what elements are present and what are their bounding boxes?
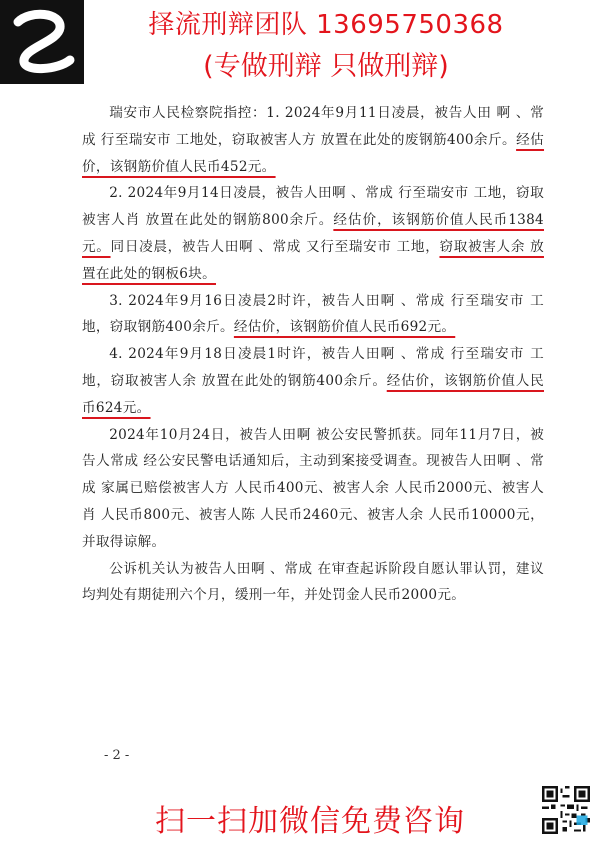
paragraph-2: 2. 2024年9月14日凌晨，被告人田啊 、常成 行至瑞安市 工地，窃取被害人肖 放置在此处的钢筋800余斤。经估价，该钢筋价值人民币1384元。同日凌晨，被告人田啊 、常成 又行至瑞安市 工地，窃取被害人余 放置在此处的钢板6块。 <box>82 185 544 282</box>
logo-icon <box>0 0 84 84</box>
wechat-cta: 扫一扫加微信免费咨询 <box>155 804 465 839</box>
paragraph-5: 2024年10月24日，被告人田啊 被公安民警抓获。同年11月7日，被告人常成 经公安民警电话通知后，主动到案接受调查。现被告人田啊 、常成 家属已赔偿被害人方 人民币400元、被害人余 人民币2000元、被害人肖 人民币800元、被害人陈 人民币2460元、被害人余 人民币10000元，并取得谅解。 <box>82 426 544 550</box>
paragraph-3: 3. 2024年9月16日凌晨2时许，被告人田啊 、常成 行至瑞安市 工地，窃取钢筋400余斤。经估价，该钢筋价值人民币692元。 <box>82 292 544 336</box>
highlight-valuation-2: 经估价，该钢筋价值人民币1384元。 <box>82 212 544 255</box>
ad-subtitle: (专做刑辩 只做刑辩) <box>203 51 449 82</box>
highlight-valuation-4: 经估价，该钢筋价值人民币624元。 <box>82 372 544 416</box>
paragraph-4: 4. 2024年9月18日凌晨1时许，被告人田啊 、常成 行至瑞安市 工地，窃取被害人余 放置在此处的钢筋400余斤。经估价，该钢筋价值人民币624元。 <box>82 346 544 416</box>
document-body <box>82 100 544 609</box>
page-number: - 2 - <box>104 748 130 763</box>
qr-code-icon[interactable] <box>542 786 590 834</box>
paragraph-1: 瑞安市人民检察院指控：1. 2024年9月11日凌晨，被告人田 啊 、常成 行至瑞安市 工地处，窃取被害人方 放置在此处的废钢筋400余斤。经估价，该钢筋价值人民币452元。 <box>82 105 545 175</box>
paragraph-6: 公诉机关认为被告人田啊 、常成 在审查起诉阶段自愿认罪认罚，建议均判处有期徒刑六个月，缓刑一年，并处罚金人民币2000元。 <box>82 560 544 604</box>
highlight-steel-plates: 窃取被害人余 放置在此处的钢板6块。 <box>82 238 544 282</box>
highlight-valuation-3: 经估价，该钢筋价值人民币692元。 <box>233 319 456 336</box>
ad-title-phone: 择流刑辩团队 13695750368 <box>148 10 504 40</box>
highlight-valuation-1: 经估价，该钢筋价值人民币452元。 <box>82 131 545 175</box>
